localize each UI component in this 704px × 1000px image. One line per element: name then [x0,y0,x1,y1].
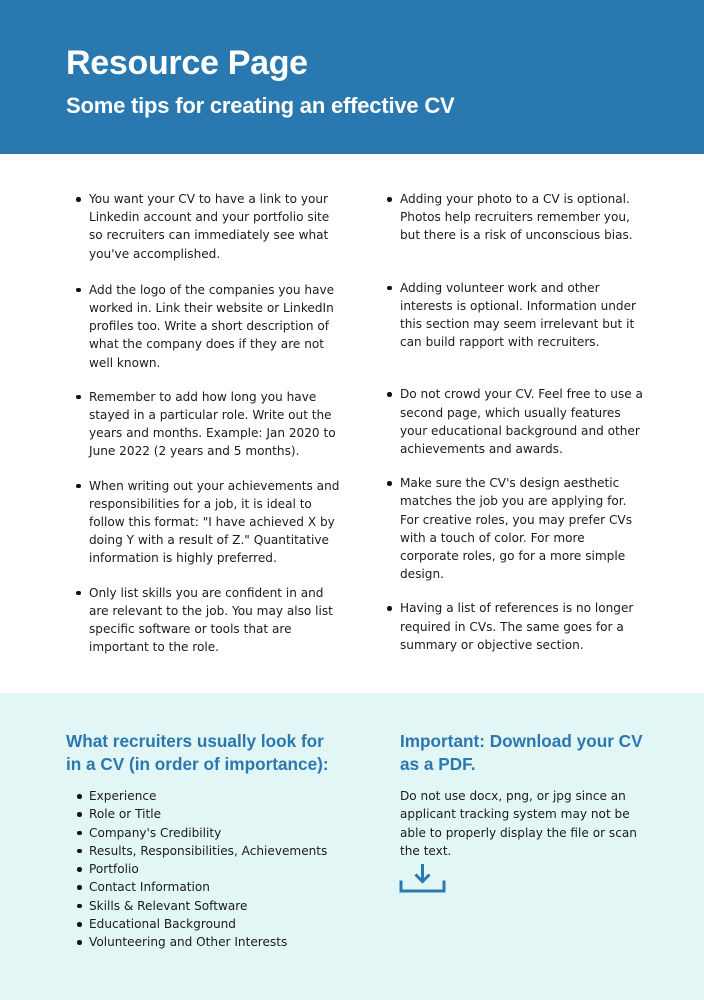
list-item: Portfolio [75,860,327,878]
tip-item: Adding volunteer work and other interests is optional. Information under this section may seem irrelevant but it can build rapport with recruiters. [385,279,647,352]
tip-item: Remember to add how long you have stayed in a particular role. Write out the years and months. Example: Jan 2020 to June 2022 (2 years and 5 months). [74,388,342,461]
list-item: Skills & Relevant Software [75,897,327,915]
recruiters-heading: What recruiters usually look for in a CV (in order of importance): [66,731,329,774]
list-item: Company's Credibility [75,824,327,842]
pdf-note-text: Do not use docx, png, or jpg since an applicant tracking system may not be able to properly display the file or scan the text. [400,789,637,858]
tip-item: Having a list of references is no longer required in CVs. The same goes for a summary or objective section. [385,599,647,654]
tip-item: When writing out your achievements and responsibilities for a job, it is ideal to follow this format: "I have achieved X by doing Y with a result of Z." Quantitative information is highly preferred. [74,477,342,568]
tip-item: Only list skills you are confident in and are relevant to the job. You may also list specific software or tools that are important to the role. [74,584,342,657]
recruiters-list [75,787,327,952]
page-subtitle: Some tips for creating an effective CV [66,93,455,118]
list-item: Educational Background [75,915,327,933]
list-item: Experience [75,787,327,805]
tip-item: Add the logo of the companies you have worked in. Link their website or LinkedIn profiles too. Write a short description of what the company does if they are not well known. [74,281,342,372]
list-item: Results, Responsibilities, Achievements [75,842,327,860]
download-icon [399,862,447,894]
page-title: Resource Page [66,44,308,82]
tips-list-left [74,190,342,656]
pdf-heading: Important: Download your CV as a PDF. [400,731,643,774]
header-banner [0,0,704,154]
tip-item: Do not crowd your CV. Feel free to use a second page, which usually features your educational background and other achievements and awards. [385,385,647,458]
tips-list-right [385,190,647,654]
tip-item: You want your CV to have a link to your Linkedin account and your portfolio site so recruiters can immediately see what you've accomplished. [74,190,342,263]
list-item: Role or Title [75,805,327,823]
tip-item: Adding your photo to a CV is optional. Photos help recruiters remember you, but there is a risk of unconscious bias. [385,190,647,245]
list-item: Volunteering and Other Interests [75,933,327,951]
tip-item: Make sure the CV's design aesthetic matches the job you are applying for. For creative roles, you may prefer CVs with a touch of color. For more corporate roles, go for a more simple design. [385,474,647,583]
list-item: Contact Information [75,878,327,896]
